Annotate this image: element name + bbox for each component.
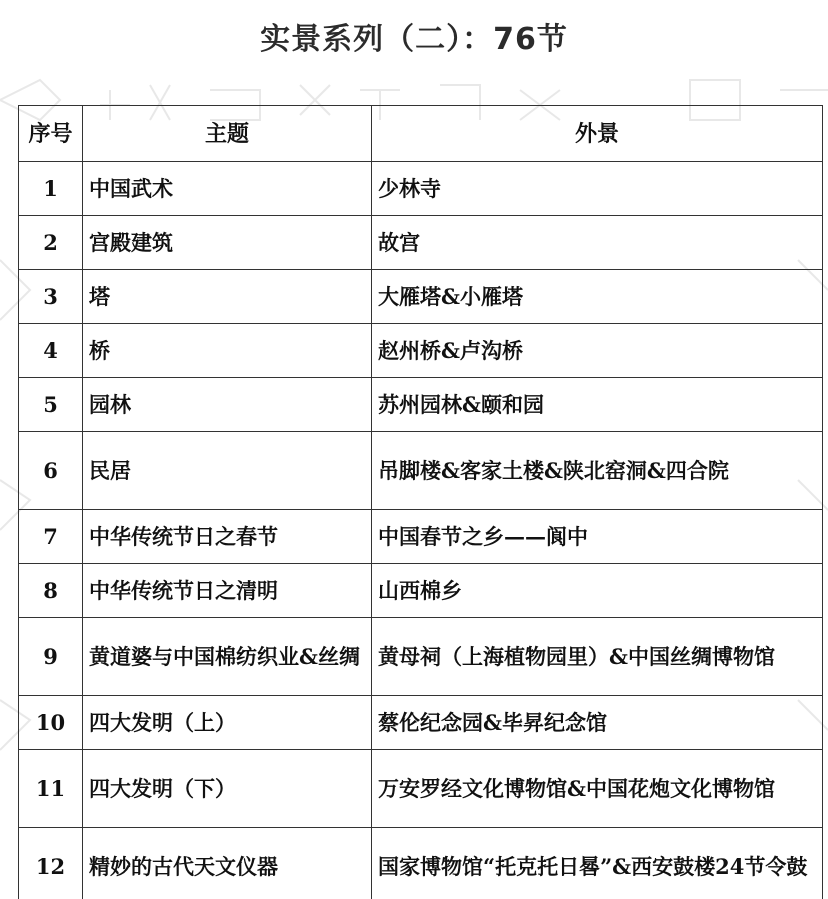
row-number: 3 xyxy=(19,270,83,324)
row-number: 1 xyxy=(19,162,83,216)
row-number: 7 xyxy=(19,510,83,564)
row-scene: 万安罗经文化博物馆&中国花炮文化博物馆 xyxy=(372,750,823,828)
table-row xyxy=(19,696,823,750)
row-scene: 山西棉乡 xyxy=(372,564,823,618)
row-scene: 赵州桥&卢沟桥 xyxy=(372,324,823,378)
row-topic: 四大发明（上） xyxy=(83,696,372,750)
page-title: 实景系列（二）：76节 xyxy=(260,22,568,57)
row-topic: 中华传统节日之春节 xyxy=(83,510,372,564)
row-number: 9 xyxy=(19,618,83,696)
table-row xyxy=(19,324,823,378)
row-topic: 中华传统节日之清明 xyxy=(83,564,372,618)
table-row xyxy=(19,432,823,510)
row-scene: 故宫 xyxy=(372,216,823,270)
row-topic: 塔 xyxy=(83,270,372,324)
table-row xyxy=(19,750,823,828)
row-number: 8 xyxy=(19,564,83,618)
row-number: 2 xyxy=(19,216,83,270)
row-topic: 园林 xyxy=(83,378,372,432)
header-topic: 主题 xyxy=(83,106,372,162)
row-scene: 国家博物馆“托克托日晷”&西安鼓楼24节令鼓 xyxy=(372,828,823,899)
row-scene: 苏州园林&颐和园 xyxy=(372,378,823,432)
row-number: 6 xyxy=(19,432,83,510)
row-topic: 宫殿建筑 xyxy=(83,216,372,270)
table-row xyxy=(19,162,823,216)
row-topic: 中国武术 xyxy=(83,162,372,216)
header-number: 序号 xyxy=(19,106,83,162)
row-number: 12 xyxy=(19,828,83,899)
row-topic: 黄道婆与中国棉纺织业&丝绸 xyxy=(83,618,372,696)
row-scene: 大雁塔&小雁塔 xyxy=(372,270,823,324)
row-scene: 中国春节之乡——阆中 xyxy=(372,510,823,564)
table-header-row xyxy=(19,106,823,162)
table-row xyxy=(19,270,823,324)
table-row xyxy=(19,618,823,696)
table-row xyxy=(19,828,823,899)
row-scene: 黄母祠（上海植物园里）&中国丝绸博物馆 xyxy=(372,618,823,696)
row-number: 4 xyxy=(19,324,83,378)
table-row xyxy=(19,378,823,432)
table-row xyxy=(19,216,823,270)
row-topic: 桥 xyxy=(83,324,372,378)
row-topic: 精妙的古代天文仪器 xyxy=(83,828,372,899)
row-number: 11 xyxy=(19,750,83,828)
header-scene: 外景 xyxy=(372,106,823,162)
row-topic: 民居 xyxy=(83,432,372,510)
row-number: 5 xyxy=(19,378,83,432)
series-table xyxy=(18,105,823,899)
row-scene: 蔡伦纪念园&毕昇纪念馆 xyxy=(372,696,823,750)
row-number: 10 xyxy=(19,696,83,750)
row-topic: 四大发明（下） xyxy=(83,750,372,828)
table-row xyxy=(19,564,823,618)
row-scene: 吊脚楼&客家土楼&陕北窑洞&四合院 xyxy=(372,432,823,510)
table-row xyxy=(19,510,823,564)
row-scene: 少林寺 xyxy=(372,162,823,216)
